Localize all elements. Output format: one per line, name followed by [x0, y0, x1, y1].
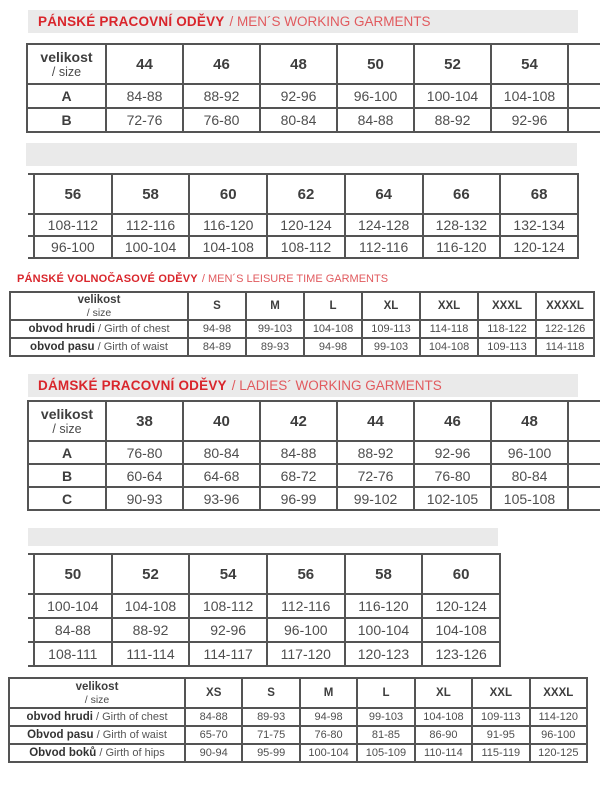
size-header-line1: velikost: [40, 406, 94, 422]
size-value-cell: 120-123: [345, 642, 423, 666]
size-value-cell: 116-120: [423, 236, 501, 258]
ladies-measurements-table: [8, 677, 588, 763]
size-column-header: 52: [112, 554, 190, 594]
ladies-measurements-table-clip: [8, 677, 592, 765]
header-row: [27, 44, 600, 84]
size-value-cell: 76-80: [414, 464, 491, 487]
size-value-cell: 96-99: [260, 487, 337, 510]
size-header-cell: [27, 44, 106, 84]
table-row: [9, 726, 587, 744]
row-label-english: / Girth of waist: [94, 341, 168, 353]
size-value-cell: 72-76: [106, 108, 183, 132]
size-value-cell: 118-122: [478, 320, 536, 338]
size-value-cell: 76-80: [106, 441, 183, 464]
table-row: [27, 84, 600, 108]
size-column-header: 52: [414, 44, 491, 84]
mens-leisure-table-clip: [9, 291, 599, 361]
size-value-cell: 65-70: [185, 726, 242, 744]
size-column-header: 44: [337, 401, 414, 441]
size-column-header: 54: [491, 44, 568, 84]
size-value-cell: 116-120: [189, 214, 267, 236]
size-value-cell: 96-100: [530, 726, 587, 744]
size-value-cell: 110-114: [415, 744, 472, 762]
size-value-cell: 88-92: [112, 618, 190, 642]
size-column-header: XXXXL: [536, 292, 594, 320]
size-column-header: 48: [260, 44, 337, 84]
ladies-working-title-en: / LADIES´ WORKING GARMENTS: [231, 378, 442, 393]
table-row: [10, 320, 594, 338]
size-value-cell: 95-99: [242, 744, 299, 762]
size-value-cell: 90-93: [106, 487, 183, 510]
size-value-cell: 92-96: [189, 618, 267, 642]
row-label-czech: Obvod boků: [29, 747, 97, 759]
mens-leisure-size-table: [9, 291, 595, 357]
size-column-header: L: [304, 292, 362, 320]
mens-working-title-en: / MEN´S WORKING GARMENTS: [229, 14, 431, 29]
size-value-cell: 100-104: [112, 236, 190, 258]
size-value-cell: 88-92: [414, 108, 491, 132]
size-header-line2: / size: [52, 422, 82, 436]
size-value-cell: 128-132: [423, 214, 501, 236]
size-column-header: 64: [345, 174, 423, 214]
row-label-cell: A: [27, 84, 106, 108]
size-value-cell: 88-92: [183, 84, 260, 108]
ladies-working-table-upper-clip: [27, 400, 600, 518]
row-label-cell: B: [27, 108, 106, 132]
mens-working-sizes-table-lower: [28, 173, 579, 259]
size-column-header: 46: [414, 401, 491, 441]
size-column-header: XXXL: [530, 678, 587, 708]
ladies-working-table-lower-clip: [28, 553, 503, 671]
size-value-cell: 64-68: [183, 464, 260, 487]
header-row: [28, 401, 600, 441]
size-value-cell: 109-113: [362, 320, 420, 338]
size-header-line2: / size: [51, 65, 82, 79]
size-value-cell: 104-108: [420, 338, 478, 356]
size-column-header: XXL: [472, 678, 529, 708]
size-value-cell: 114-118: [536, 338, 594, 356]
size-value-cell: 124-128: [345, 214, 423, 236]
mens-leisure-title-cz: PÁNSKÉ VOLNOČASOVÉ ODĚVY: [17, 273, 198, 285]
table-row: [28, 464, 600, 487]
size-value-cell: 104-108: [415, 708, 472, 726]
size-value-cell: 100-104: [34, 594, 112, 618]
row-label-english: / Girth of hips: [96, 747, 165, 759]
cropped-column-sliver: [568, 401, 600, 441]
header-row: [28, 554, 500, 594]
size-column-header: 68: [500, 174, 578, 214]
size-header-line2: / size: [86, 306, 112, 319]
cropped-cell: [568, 441, 600, 464]
size-value-cell: 80-84: [491, 464, 568, 487]
row-label-cell: [10, 338, 188, 356]
table-row: [28, 236, 578, 258]
size-value-cell: 117-120: [267, 642, 345, 666]
row-label-cell: [9, 726, 185, 744]
size-value-cell: 84-88: [34, 618, 112, 642]
size-value-cell: 112-116: [345, 236, 423, 258]
size-value-cell: 93-96: [183, 487, 260, 510]
size-column-header: 56: [34, 174, 112, 214]
size-column-header: 44: [106, 44, 183, 84]
size-header-line1: velikost: [77, 293, 121, 306]
size-value-cell: 60-64: [106, 464, 183, 487]
size-value-cell: 104-108: [422, 618, 500, 642]
row-label-czech: obvod hrudi: [28, 323, 95, 335]
size-column-header: 50: [34, 554, 112, 594]
size-column-header: 56: [267, 554, 345, 594]
row-label-czech: obvod pasu: [30, 341, 95, 353]
size-value-cell: 99-103: [357, 708, 414, 726]
size-column-header: XS: [185, 678, 242, 708]
size-value-cell: 114-117: [189, 642, 267, 666]
size-value-cell: 81-85: [357, 726, 414, 744]
size-column-header: 60: [422, 554, 500, 594]
table-row: [28, 214, 578, 236]
size-column-header: XL: [415, 678, 472, 708]
ladies-working-title-cz: DÁMSKÉ PRACOVNÍ ODĚVY: [38, 378, 227, 393]
cropped-column-sliver: [568, 44, 600, 84]
size-value-cell: 99-102: [337, 487, 414, 510]
size-header-cell: [10, 292, 188, 320]
size-value-cell: 114-120: [530, 708, 587, 726]
ladies-working-title-band: [28, 374, 578, 397]
size-value-cell: 68-72: [260, 464, 337, 487]
row-label-cell: [10, 320, 188, 338]
table-row: [28, 618, 500, 642]
row-label-cell: B: [28, 464, 106, 487]
mens-leisure-title: [17, 270, 388, 288]
size-value-cell: 104-108: [189, 236, 267, 258]
size-value-cell: 111-114: [112, 642, 190, 666]
table-row: [27, 108, 600, 132]
size-column-header: 66: [423, 174, 501, 214]
size-value-cell: 105-108: [491, 487, 568, 510]
size-column-header: S: [188, 292, 246, 320]
size-value-cell: 116-120: [345, 594, 423, 618]
size-column-header: L: [357, 678, 414, 708]
size-value-cell: 89-93: [242, 708, 299, 726]
size-column-header: XXL: [420, 292, 478, 320]
size-header-cell: [9, 678, 185, 708]
size-value-cell: 92-96: [260, 84, 337, 108]
size-column-header: 50: [337, 44, 414, 84]
size-value-cell: 100-104: [345, 618, 423, 642]
size-value-cell: 76-80: [300, 726, 357, 744]
size-value-cell: 99-103: [362, 338, 420, 356]
size-value-cell: 84-88: [106, 84, 183, 108]
table-row: [28, 487, 600, 510]
size-value-cell: 120-124: [267, 214, 345, 236]
size-value-cell: 88-92: [337, 441, 414, 464]
size-value-cell: 84-89: [188, 338, 246, 356]
row-label-cell: [9, 708, 185, 726]
mens-leisure-title-en: / MEN´S LEISURE TIME GARMENTS: [201, 273, 389, 285]
table-row: [28, 594, 500, 618]
size-header-cell: [28, 401, 106, 441]
size-column-header: 48: [491, 401, 568, 441]
size-value-cell: 89-93: [246, 338, 304, 356]
size-header-line1: velikost: [75, 680, 119, 693]
row-label-english: / Girth of chest: [94, 323, 170, 335]
size-value-cell: 120-124: [500, 236, 578, 258]
size-column-header: M: [300, 678, 357, 708]
size-value-cell: 91-95: [472, 726, 529, 744]
row-label-czech: obvod hrudi: [26, 711, 93, 723]
size-value-cell: 86-90: [415, 726, 472, 744]
size-value-cell: 94-98: [188, 320, 246, 338]
size-value-cell: 105-109: [357, 744, 414, 762]
spacer-band-ladies: [28, 528, 498, 546]
size-value-cell: 96-100: [337, 84, 414, 108]
size-value-cell: 109-113: [472, 708, 529, 726]
mens-working-sizes-table-upper: [26, 43, 600, 133]
size-value-cell: 120-125: [530, 744, 587, 762]
header-row: [9, 678, 587, 708]
size-value-cell: 120-124: [422, 594, 500, 618]
ladies-working-sizes-table-lower: [28, 553, 501, 667]
table-row: [28, 441, 600, 464]
size-value-cell: 104-108: [304, 320, 362, 338]
size-value-cell: 92-96: [414, 441, 491, 464]
size-value-cell: 102-105: [414, 487, 491, 510]
row-label-cell: [9, 744, 185, 762]
row-label-english: / Girth of chest: [92, 711, 168, 723]
size-value-cell: 92-96: [491, 108, 568, 132]
table-row: [9, 708, 587, 726]
table-row: [28, 642, 500, 666]
size-value-cell: 99-103: [246, 320, 304, 338]
size-value-cell: 94-98: [304, 338, 362, 356]
size-value-cell: 104-108: [491, 84, 568, 108]
size-column-header: 62: [267, 174, 345, 214]
size-value-cell: 96-100: [491, 441, 568, 464]
size-value-cell: 108-112: [267, 236, 345, 258]
size-column-header: 60: [189, 174, 267, 214]
mens-working-title-cz: PÁNSKÉ PRACOVNÍ ODĚVY: [38, 14, 225, 29]
size-value-cell: 71-75: [242, 726, 299, 744]
size-value-cell: 76-80: [183, 108, 260, 132]
header-row: [28, 174, 578, 214]
size-value-cell: 100-104: [300, 744, 357, 762]
size-column-header: M: [246, 292, 304, 320]
size-column-header: 46: [183, 44, 260, 84]
size-column-header: 38: [106, 401, 183, 441]
mens-working-table-upper-clip: [26, 43, 600, 137]
row-label-cell: C: [28, 487, 106, 510]
size-value-cell: 108-111: [34, 642, 112, 666]
size-value-cell: 80-84: [183, 441, 260, 464]
mens-working-title-band: [28, 10, 578, 33]
cropped-cell: [568, 464, 600, 487]
size-value-cell: 112-116: [112, 214, 190, 236]
row-label-english: / Girth of waist: [93, 729, 167, 741]
size-column-header: 40: [183, 401, 260, 441]
size-column-header: 54: [189, 554, 267, 594]
size-value-cell: 123-126: [422, 642, 500, 666]
cropped-cell: [568, 487, 600, 510]
table-row: [9, 744, 587, 762]
cropped-cell: [568, 84, 600, 108]
size-value-cell: 122-126: [536, 320, 594, 338]
table-row: [10, 338, 594, 356]
spacer-band-mens: [26, 143, 577, 166]
size-value-cell: 108-112: [34, 214, 112, 236]
size-column-header: 42: [260, 401, 337, 441]
size-value-cell: 115-119: [472, 744, 529, 762]
size-value-cell: 96-100: [34, 236, 112, 258]
size-value-cell: 100-104: [414, 84, 491, 108]
row-label-czech: Obvod pasu: [27, 729, 94, 741]
cropped-cell: [568, 108, 600, 132]
size-value-cell: 84-88: [337, 108, 414, 132]
size-value-cell: 84-88: [185, 708, 242, 726]
size-value-cell: 94-98: [300, 708, 357, 726]
size-value-cell: 109-113: [478, 338, 536, 356]
size-value-cell: 132-134: [500, 214, 578, 236]
size-value-cell: 108-112: [189, 594, 267, 618]
size-value-cell: 72-76: [337, 464, 414, 487]
size-column-header: S: [242, 678, 299, 708]
size-header-line1: velikost: [40, 49, 93, 65]
size-value-cell: 114-118: [420, 320, 478, 338]
size-column-header: XL: [362, 292, 420, 320]
ladies-working-sizes-table-upper: [27, 400, 600, 511]
size-value-cell: 104-108: [112, 594, 190, 618]
size-value-cell: 84-88: [260, 441, 337, 464]
size-header-line2: / size: [84, 693, 110, 706]
size-value-cell: 96-100: [267, 618, 345, 642]
size-value-cell: 112-116: [267, 594, 345, 618]
size-value-cell: 90-94: [185, 744, 242, 762]
size-column-header: 58: [345, 554, 423, 594]
mens-working-table-lower-clip: [28, 173, 581, 264]
size-column-header: 58: [112, 174, 190, 214]
header-row: [10, 292, 594, 320]
size-column-header: XXXL: [478, 292, 536, 320]
row-label-cell: A: [28, 441, 106, 464]
size-value-cell: 80-84: [260, 108, 337, 132]
